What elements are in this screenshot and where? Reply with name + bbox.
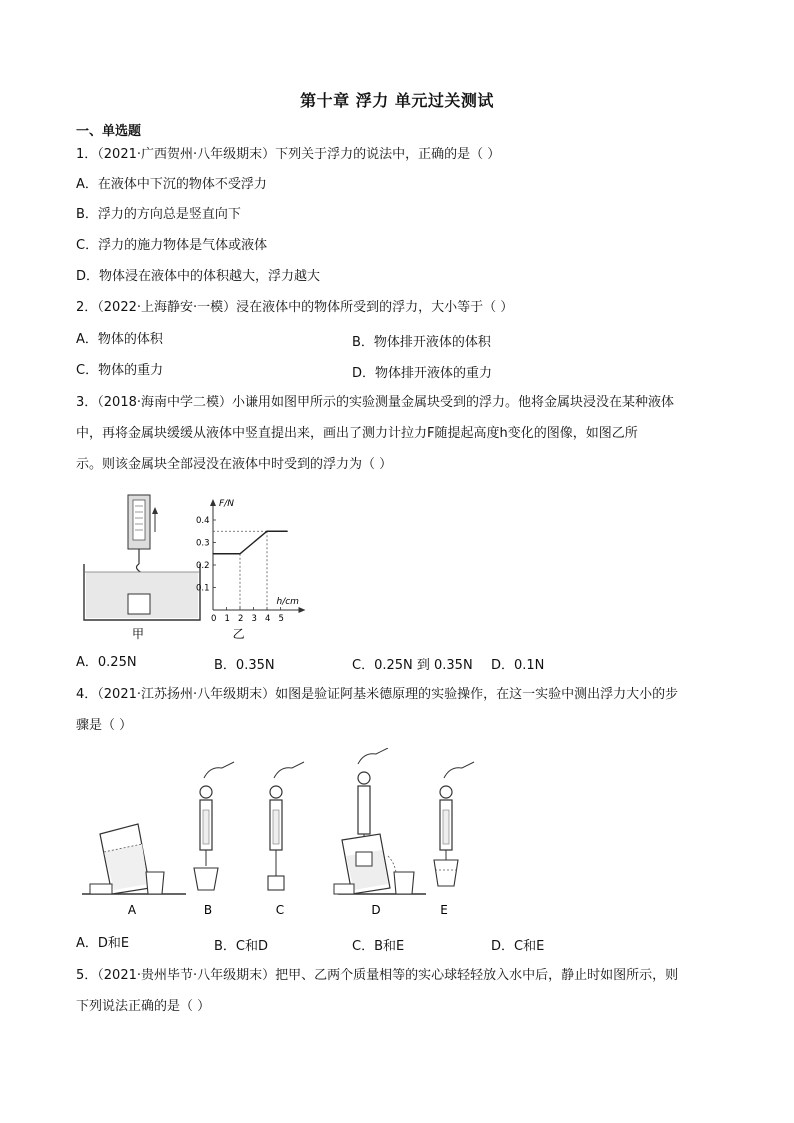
question-3-stem-line-1: 3．（2018·海南中学二模）小谦用如图甲所示的实验测量金属块受到的浮力。他将金属块浸没在某种液体: [76, 395, 674, 410]
question-3-option-d: D．0.1N: [491, 658, 545, 673]
question-1-option-d: D．物体浸在液体中的体积越大，浮力越大: [76, 269, 321, 284]
figure-label-b: B: [203, 903, 213, 917]
page-title: 第十章 浮力 单元过关测试: [300, 91, 494, 110]
question-2-option-d: D．物体排开液体的重力: [352, 366, 493, 381]
question-5-stem-line-1: 5．（2021·贵州毕节·八年级期末）把甲、乙两个质量相等的实心球轻轻放入水中后，静止时如图所示，则: [76, 968, 679, 983]
question-1-option-c: C．浮力的施力物体是气体或液体: [76, 238, 268, 253]
series-line: [213, 531, 287, 554]
y-tick-label: 0.4: [196, 516, 210, 526]
x-tick-label: 1: [224, 614, 230, 624]
x-tick-label: 0: [211, 614, 217, 624]
question-2-stem: 2．（2022·上海静安·一模）浸在液体中的物体所受到的浮力，大小等于（ ）: [76, 300, 514, 315]
question-4-option-b: B．C和D: [214, 939, 269, 954]
y-tick-label: 0.2: [196, 561, 210, 571]
data-point: [239, 553, 240, 554]
question-3-option-a: A．0.25N: [76, 655, 137, 670]
data-point: [266, 531, 267, 532]
question-2-option-a: A．物体的体积: [76, 332, 163, 347]
figure-label-jia: 甲: [131, 627, 145, 641]
question-3-stem-line-2: 中，再将金属块缓缓从液体中竖直提出来，画出了测力计拉力F随提起高度h变化的图像，如图乙所: [76, 426, 638, 441]
question-4-option-c: C．B和E: [352, 939, 405, 954]
question-3-option-b: B．0.35N: [214, 658, 275, 673]
question-5-stem-line-2: 下列说法正确的是（ ）: [76, 999, 211, 1014]
figure-label-a: A: [127, 903, 137, 917]
question-3-stem-line-3: 示。则该金属块全部浸没在液体中时受到的浮力为（ ）: [76, 457, 393, 472]
x-tick-label: 4: [265, 614, 271, 624]
question-4-stem-line-1: 4．（2021·江苏扬州·八年级期末）如图是验证阿基米德原理的实验操作，在这一实验中测出浮力大小的步: [76, 687, 679, 702]
x-axis-arrow: [299, 607, 306, 613]
data-point: [287, 531, 288, 532]
figure-label-e: E: [440, 903, 448, 917]
figure-label-yi: 乙: [232, 627, 245, 641]
question-4-stem-line-2: 骤是（ ）: [76, 718, 133, 733]
question-1-stem: 1．（2021·广西贺州·八年级期末）下列关于浮力的说法中，正确的是（ ）: [76, 147, 501, 162]
figure-label-c: C: [275, 903, 285, 917]
y-axis-arrow: [210, 499, 216, 506]
y-tick-label: 0.1: [196, 583, 210, 594]
x-axis-label: h/cm: [276, 597, 299, 607]
figure-label-d: D: [371, 903, 381, 917]
question-1-option-a: A．在液体中下沉的物体不受浮力: [76, 177, 267, 192]
y-tick-label: 0.3: [196, 538, 210, 549]
spring-scale-beaker-figure: [76, 492, 208, 642]
question-1-option-b: B．浮力的方向总是竖直向下: [76, 207, 241, 222]
section-heading: 一、单选题: [76, 124, 142, 139]
x-tick-label: 2: [238, 614, 244, 624]
data-point: [212, 553, 213, 554]
question-2-option-c: C．物体的重力: [76, 363, 164, 378]
x-tick-label: 3: [251, 614, 257, 624]
archimedes-experiment-figure: [76, 748, 486, 922]
y-axis-label: F/N: [219, 499, 234, 509]
x-tick-label: 5: [278, 614, 284, 624]
question-4-option-d: D．C和E: [491, 939, 545, 954]
question-3-option-c: C．0.25N 到 0.35N: [352, 658, 473, 673]
force-height-chart: [195, 494, 335, 642]
question-2-option-b: B．物体排开液体的体积: [352, 335, 491, 350]
question-4-option-a: A．D和E: [76, 936, 130, 951]
